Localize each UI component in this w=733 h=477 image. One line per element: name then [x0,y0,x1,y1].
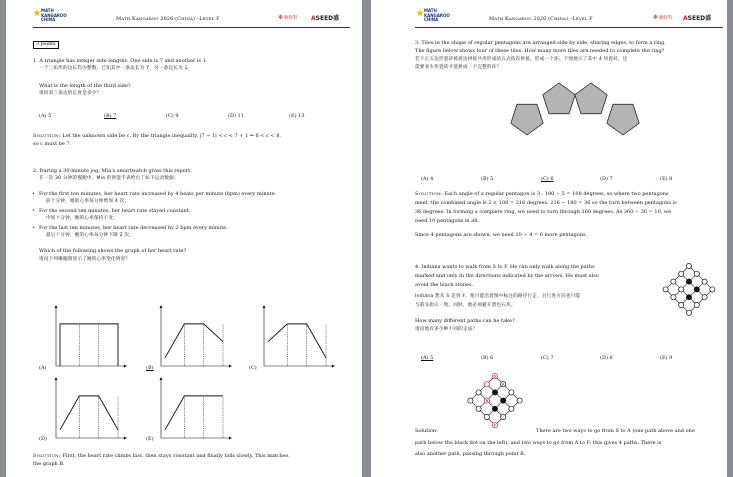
page-header [371,0,727,26]
pentagon-tile [575,83,607,114]
q3-option-c[interactable]: (C) 6 [541,176,554,182]
grid-node [671,279,676,284]
q2-ask-cn: 请问下列哪幅图显示了她的心率变化情况？ [39,257,131,262]
q3-option-b[interactable]: (B) 5 [481,176,494,182]
grid-node [686,263,691,268]
math-kangaroo-logo: MATH KANGAROO CHINA [416,9,456,23]
graph-label-c[interactable]: (C) [249,365,257,371]
q3-option-a[interactable]: (A) 4 [421,176,434,182]
black-stone [694,287,699,292]
q2-bullet-1-en: • For the first ten minutes, her heart rate increased by 4 beats per minute (bpm) every minute. [39,191,276,197]
q3-solution-5: Since 4 pentagons are shown, we need 10 − 4 = 6 more pentagons. [415,232,588,238]
grid-node [702,295,707,300]
grid-node [679,302,684,307]
q2-bullet-2-en: • For the second ten minutes, her heart rate stayed constant. [39,208,190,214]
graph-c [263,305,336,368]
heart-rate-line [268,324,326,358]
q4-text-en-2: marked and only in the directions indicated by the arrows. He must also [415,273,599,279]
black-stone [686,279,691,284]
grid-node [686,310,691,315]
aseed-logo: ASEED盛 [683,15,712,22]
q2-bullet-3-cn: 最后十分钟，她的心率每分钟下降 2 次。 [46,233,134,238]
q1-option-a[interactable]: (A) 5 [39,113,52,119]
q4-text-cn-1: Indiana 想从 S 走到 F。他只能沿着图中标注的路径行走，且行进方向也只能 [415,294,581,299]
grid-node [476,390,481,395]
q3-text-en-2: The figure below shows four of these tiles. How many more tiles are needed to complete the ring? [415,48,665,54]
heart-rate-line [60,324,118,366]
q4-text-en-1: 4. Indiana wants to walk from S to F. He can only walk along the paths [415,264,595,270]
point-label: S [493,374,497,379]
q1-option-c[interactable]: (C) 9 [166,113,179,119]
header-title: Math Kangaroo 2026 (China) –Level F [116,16,220,22]
grid-node [484,414,489,419]
black-stone [492,390,497,395]
grid-node [710,287,715,292]
q4-option-a[interactable]: (A) 5 [421,355,434,361]
q3-solution: Solution: Each angle of a regular pentagon is 3 · 180 ÷ 5 = 108 degrees, so where two pentagons [415,191,669,197]
header-rule [415,27,723,28]
q3-option-d[interactable]: (D) 7 [600,176,613,182]
arrow-icon [229,437,232,440]
q4-option-c[interactable]: (C) 7 [541,355,554,361]
header-title: Math Kangaroo 2026 (China) –Level F [489,16,593,22]
black-stone [501,398,506,403]
grid-node [679,271,684,276]
q2-graph-options [6,290,346,470]
path-grid-figure [659,262,719,332]
header-rule [33,27,350,28]
grid-node [476,406,481,411]
grid-node [679,287,684,292]
q2-bullet-2-cn: 中间十分钟，她的心率保持不变； [46,216,118,221]
grid-node [509,406,514,411]
grid-node [702,279,707,284]
pentagon-tile [543,83,575,114]
heart-rate-line [60,396,118,430]
q3-text-cn-1: 若干正五边形瓷砖被逐边拼接共用形成的五式依次拼接，形成一个环。下图展示了其中 4 块瓷砖，还 [415,57,628,62]
q3-text-cn-2: 需要多少块瓷砖才能拼成一个完整的环？ [415,65,502,70]
graph-label-a[interactable]: (A) [39,365,47,371]
grid-node [694,271,699,276]
q1-text-en: 1. A triangle has integer side lengths. One side is 7 and another is 1. [33,58,208,64]
heart-rate-line [165,396,223,430]
graph-d [55,377,128,440]
pentagon-tile [511,104,543,135]
grid-node [484,382,489,387]
grid-node [694,302,699,307]
arrow-icon [332,365,335,368]
graph-e [160,377,233,440]
point-label: B [485,399,489,403]
grid-node [501,414,506,419]
q2-bullet-3-en: • For the last ten minutes, her heart rate decreased by 2 bpm every minute. [39,225,228,231]
right-page [371,0,727,477]
arrow-icon [229,365,232,368]
q1-question-cn: 请问第三条边的长度是多少？ [39,91,102,96]
q2-ask-en: Which of the following shows the graph of her heart rate? [39,248,187,254]
q1-solution: Solution: Let the unknown side be c. By the triangle inequality, |7 − 1| < c < 7 + 1 ⇒ 6 < c < 8, [33,133,281,139]
grid-node [517,398,522,403]
q4-option-b[interactable]: (B) 6 [481,355,494,361]
partner-cn-logo: ✻ 翱智科 [653,14,673,21]
arrow-icon [160,305,163,308]
q4-option-d[interactable]: (D) 8 [600,355,613,361]
q1-solution-cont: so c must be 7. [33,141,72,147]
grid-node [468,398,473,403]
page-header [6,0,362,26]
arrow-icon [160,377,163,380]
grid-node [509,390,514,395]
q3-text-en-1: 3. Tiles in the shape of regular pentagons are arranged side by side, sharing edges, to form a ring. [415,40,666,46]
q3-solution-2: meet, the combined angle is 2 × 108 = 216 degrees. 216 − 180 = 36 so the turn between pentagons is [415,200,677,206]
left-page [6,0,362,477]
aseed-logo: ASEED盛 [311,15,340,22]
arrow-icon [124,437,127,440]
q1-question-en: What is the length of the third side? [39,83,131,89]
star-icon [416,9,424,17]
graph-label-b[interactable]: (B) [146,365,154,371]
math-kangaroo-logo: MATH KANGAROO CHINA [33,9,73,23]
grid-node [671,295,676,300]
graph-a [55,305,128,368]
black-stone [686,295,691,300]
heart-rate-line [165,324,223,358]
arrow-icon [55,377,58,380]
graph-b [160,305,233,368]
q3-solution-3: 36 degrees. In forming a complete ring, we need to turn through 360 degrees. As 360 ÷ 36 = 10, we [415,209,672,215]
graph-label-d[interactable]: (D) [39,436,47,442]
grid-node [663,287,668,292]
solution-path-figure [455,372,535,442]
q1-option-e[interactable]: (E) 13 [289,113,305,119]
q4-text-cn-2: 与箭头指示一致。同时，他必须避开黑色石块。 [415,303,516,308]
points-badge: 3 points [33,41,59,49]
q3-option-e[interactable]: (E) 8 [660,176,673,182]
arrow-icon [124,365,127,368]
partner-cn-logo: ✻ 翱智科 [278,14,298,21]
pentagon-tile [607,104,639,135]
q4-solution-3: also another path, passing through point B. [415,451,526,457]
arrow-icon [263,305,266,308]
q4-solution-1: There are two ways to go from S to A (one path above and one [536,428,695,434]
q3-solution-4: need 10 pentagons in all. [415,218,480,224]
arrow-icon [55,305,58,308]
q2-text-cn: 在一次 30 分钟的慢跑中，Mia 的智能手表给出了如下运动数据： [39,176,179,181]
q2-solution-cont: the graph B. [33,461,65,467]
point-label: A [501,382,505,387]
star-icon [33,9,41,17]
q2-text-en: 2. During a 30-minute jog, Mia’s smartwatch gives this report: [33,168,192,174]
pentagon-ring-figure [371,70,727,170]
q4-solution-label: Solution: [415,428,438,434]
q2-solution: Solution: First, the heart rate climbs fast, then stays constant and finally falls slowly. This matches [33,453,289,459]
q2-bullet-1-cn: 前十分钟，她的心率每分钟增加 4 次； [46,199,130,204]
q1-option-b[interactable]: (B) 7 [104,113,117,119]
q4-text-en-3: avoid the black stones. [415,282,474,288]
q4-question-en: How many different paths can he take? [415,318,515,324]
black-stone [492,406,497,411]
q4-solution-2: path below the black dot on the left), and two ways to go from A to F; this gives 4 paths. There is [415,440,662,446]
q1-text-cn: 一个三角形的边长均为整数，已知其中一条边长为 7，另一条边长为 1。 [39,66,193,71]
q4-option-e[interactable]: (E) 9 [660,355,673,361]
graph-label-e[interactable]: (E) [146,436,154,442]
q4-question-cn: 请问他有多少种不同的走法？ [415,327,478,332]
point-label: F [493,423,497,428]
q1-option-d[interactable]: (D) 11 [228,113,244,119]
